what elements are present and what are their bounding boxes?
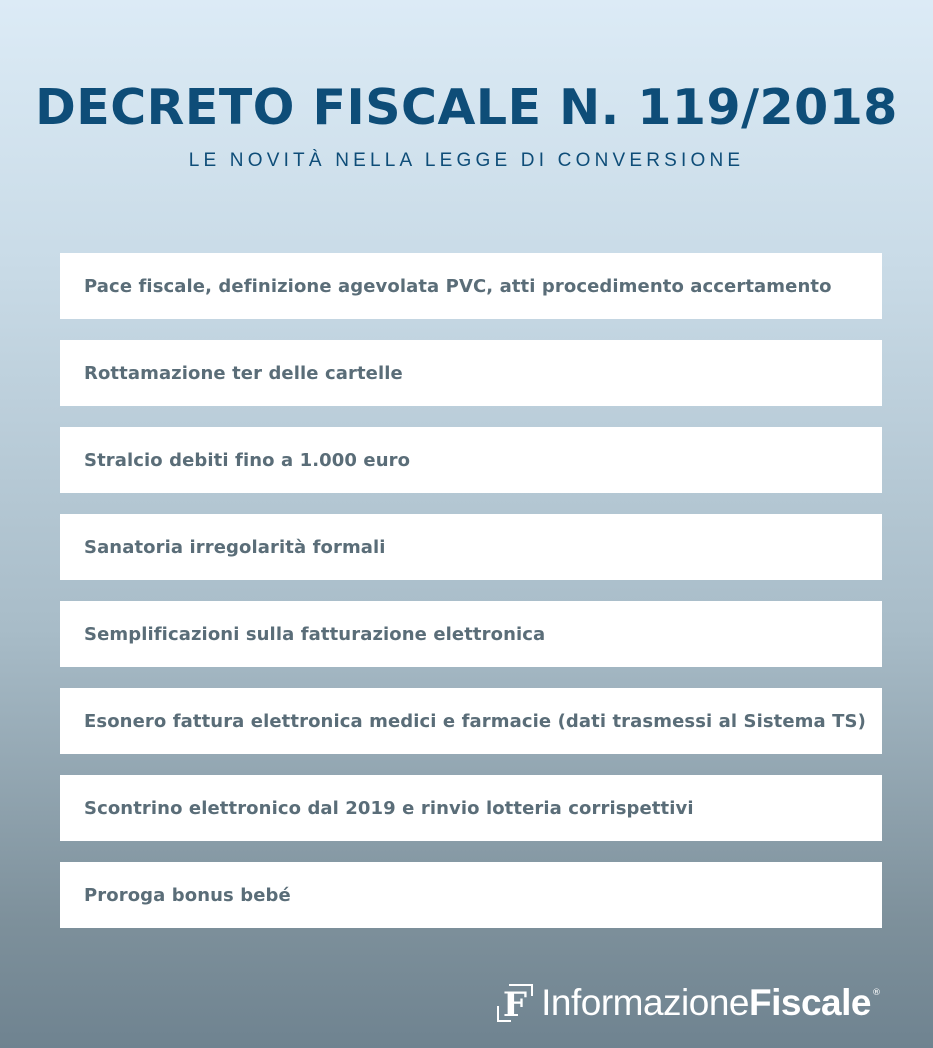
list-item-label: Semplificazioni sulla fatturazione elettronica <box>84 623 546 645</box>
list-item <box>60 427 882 493</box>
list-item-label: Rottamazione ter delle cartelle <box>84 362 403 384</box>
page-subtitle: LE NOVITÀ NELLA LEGGE DI CONVERSIONE <box>188 150 745 171</box>
logo-text <box>541 982 871 1024</box>
list-item <box>60 340 882 406</box>
list-item <box>60 775 882 841</box>
list-item-label: Stralcio debiti fino a 1.000 euro <box>84 449 411 471</box>
list-item-label: Proroga bonus bebé <box>84 884 291 906</box>
list-item <box>60 688 882 754</box>
list-item-label: Sanatoria irregolarità formali <box>84 536 386 558</box>
topics-list <box>60 253 882 949</box>
logo-text-light: Informazione <box>541 982 750 1023</box>
registered-mark: ® <box>872 988 881 998</box>
list-item <box>60 253 882 319</box>
logo-f-icon <box>495 982 535 1024</box>
list-item-label: Pace fiscale, definizione agevolata PVC, atti procedimento accertamento <box>84 275 832 297</box>
logo-mark-letter: F <box>503 985 528 1024</box>
header <box>0 78 933 172</box>
list-item <box>60 862 882 928</box>
informazionefiscale-logo <box>495 982 881 1024</box>
page-title: DECRETO FISCALE N. 119/2018 <box>35 79 898 136</box>
list-item <box>60 601 882 667</box>
list-item-label: Scontrino elettronico dal 2019 e rinvio lotteria corrispettivi <box>84 797 694 819</box>
logo-text-bold: Fiscale <box>749 982 871 1023</box>
list-item <box>60 514 882 580</box>
list-item-label: Esonero fattura elettronica medici e farmacie (dati trasmessi al Sistema TS) <box>84 710 866 732</box>
